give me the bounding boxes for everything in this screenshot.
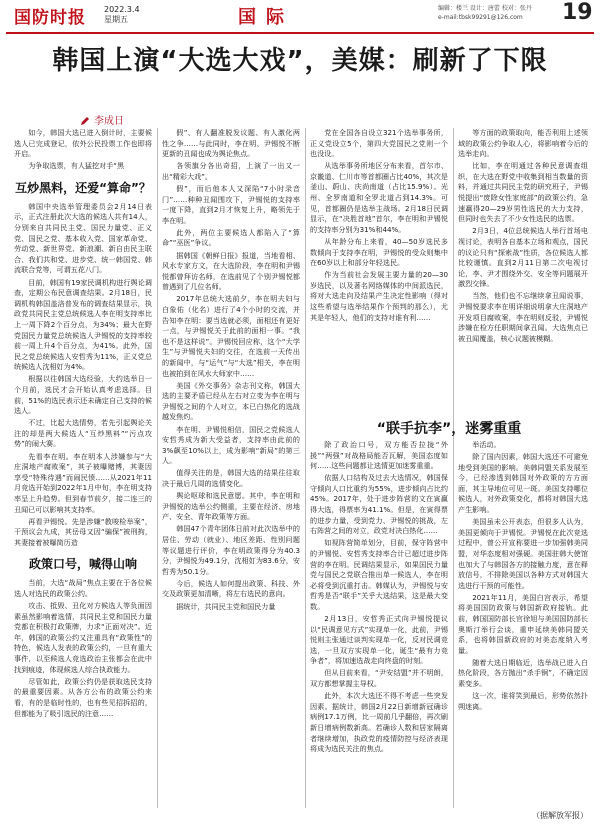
masthead	[0, 0, 600, 36]
column-divider	[453, 128, 454, 808]
subheading-3: 政策口号，喊得山响	[28, 557, 137, 572]
editor-credits: 编辑：楼兰 设计：唐蕾 校对：张丹 e-mail:tbsk99291@126.com	[438, 5, 532, 21]
column-4-bottom: 举活动。 除了国内因素，韩国大选还不可避免地受到美国的影响。美韩同盟关系发展至今，已经渗透到韩国对外政策的方方面面，其主导地位可见一斑。美国支持哪位候选人，对外政策变化，都将对韩国大选产生影响。 美国虽未公开表态，但很多人认为，美国更倾向于尹锡悦。尹锡悦在此次竞选过程中，曾公开宣称要进一步加强韩美同盟，对华态度相对强硬。美国驻韩大使馆也加大了与韩国各方的接触力度，意在释放信号，不排除美国以各种方式对韩国大选进行干预的可能性。 2021年11月，美国白宫表示，希望将美国国防政策与韩国新政府接轨。此前，韩国国防部长官徐旭与美国国防部长奥斯汀举行会谈，重申延续美韩同盟关系，也将韩国新政府的对美态度纳入考量。 随着大选日期临近，选举战已进入白热化阶段，各方抛出“杀手锏”，不确定因素变多。 这一次，谁将笑到最后，形势依然扑朔迷离。	[458, 440, 588, 711]
article-headline: 韩国上演“大选大戏”，美媒：刷新了下限	[52, 46, 548, 76]
source-credit: （据解放军报）	[532, 811, 588, 820]
column-3-bottom: 除了政治口号，双方能否拉拢“外援”“两强”对战格局能否瓦解，美国态度如何……这些问题都让选情更加迷雾重重。 依据人口结构及过去大选情况，韩国保守倾向人口比重约为55%，进步倾向占比约45%。2017年，处于进步阵营的文在寅赢得大选，得票率为41.1%。但是，在寅得票的进步力量，受到党力、尹锡悦的挑战，左右阵营之间的对立，政党对决白热化…… 如视阵营简单划分，目前，保守阵营中的尹锡悦、安哲秀支持率合计已超过进步阵营的李在明。民调结果显示，如果国民力量党与国民之党联合推出单一候选人，李在明必将受到沉重打击。韩媒认为，尹锡悦与安哲秀是否“联手”关乎大选结果，这是最大变数。 2月13日，安哲秀正式向尹锡悦提议以“民调意见方式”实现单一化，此前，尹锡悦则主张通过谈判实现单一化，反对民调竞选，一旦双方实现单一化，诞生“最有力竞争者”，将加速选战走向终盘的时刻。 但从目前来看，“尹安结盟”并不明朗，双方都想掌握主导权。 此外，本次大选还不得不考虑一些突发因素。据统计，韩国2月22日新增新冠确诊病例17.1万例，比一周前几乎翻倍，再次刷新日增病例数新高。若确诊人数和居家隔离者继续增加，执政党的疫情防控与经济表现将成为选民关注的焦点。	[310, 440, 448, 754]
column-3-top: 党在全国各自设立321个选举事务所，正义党设立5个，第四大党国民之党则一个也没设。 从选举事务所地区分布来看，首尔市、京畿道、仁川市等首都圈占比40%，其次是釜山、蔚山、庆尚南道（占比15.9%）。光州、全罗南道和全罗北道占到14.3%。可见，首都圈仍是选举主战场。2月18日民调显示，在“决胜首地”首尔，李在明和尹锡悦的支持率分别为31%和44%。 从年龄分布上来看，40—50岁选民多数倾向于支持李在明，尹锡悦的受众则集中在60岁以上和部分年轻选民。 作为当前社会发展主要力量的20—30岁选民，以及著名网络媒体的中间派选民，将对大选走向及结果产生决定性影响（得对这些希望与选举结果作个预判的那么），尤其是年轻人，他们的支持对谁有利……	[310, 128, 448, 322]
author-name: 李成日	[94, 116, 124, 127]
subheading-2: “联手抗李”，迷雾重重	[376, 421, 522, 437]
byline	[80, 112, 124, 127]
column-divider	[305, 128, 306, 808]
column-2: 假”、有人翻准脱发议题、有人激化两性之争……与此同时，李在明、尹锡悦不断更新的丑闻也成为舆论焦点。 各领旗分各出奇招，上演了一出又一出“精彩大戏”。 假”，而后他本人又深陷“7小时录音门”……种种丑闻围攻下，尹锡悦的支持率一度下降，直到2月才恢复上升，略领先于李在明。 此外，两位主要候选人都陷入了“算命”“巫医”争议。 据韩国《朝鲜日报》报道，当地看相、风水专家方文，在大选阶段，李在明和尹锡悦都曾拜访名师，在选前见了个别尹锡悦都曾遇到了几位名师。 2017年总统大选前夕，李在明夫妇与白象佑（化名）进行了4个小时的交流，并告知李在明：要当选就必须，面相还有更好一点，与尹锡悦关于此前的面相一事。“我也不是这样说”。尹锡悦回应称，这个“大学生”与尹锡悦夫妇的交往，在选前一天传出的新闻中，与“运气”与“大选”相关，李在明也被拍到在风水大师家中…… 美国《外交事务》杂志刊文称，韩国大选的主要矛盾已经从左右对立变为李在明与尹锡悦之间的个人对立，本已白热化的选战越发焦灼。 李在明、尹锡悦相信，国民之党候选人安哲秀成为新大受益者，支持率由此前的3%飙至10%以上，成为影响“新局”的第三人。 值得关注的是，韩国大选的结果往往取决于最后几周的选情变化。 舆论呕球和选民意愿。其中，李在明和尹锡悦的选举公约侧重，主要在经济、房地产、安全、青年政策等方面。 韩国47个青年团体日前对此次选举中的居住、劳动（就业）、地区差距、性别问题等议题进行评价，李在明政策得分为40.3分，尹锡悦为49.1分，沈相奵为83.6分，安哲秀为50.1分。 今后，候选人如何提出政策、科技、外交及政策更加清晰，将左右选民的意向。 据统计，共同民主党和国民力量	[162, 128, 300, 611]
page-number: 19	[562, 0, 593, 25]
column-divider	[157, 128, 158, 808]
header-rule	[6, 32, 594, 34]
pen-icon	[80, 116, 90, 126]
issue-date: 2022.3.4 星期五	[104, 5, 140, 24]
column-1: 如今，韩国大选已进入倒计时，主要候选人已完成登记，依外公民投票工作也即将开启。 为争取选票，有人猛挖对手“黑 互炒黑料，还爱“算命”？ 韩国中央选举管理委员会2月14日表示，正式注册此次大选的候选人共有14人，分别来自共同民主党、国民力量党、正义党、国民之党、基本收入党、国家革命党、劳动党、新世界党、新浪潮、新自由民主联合、我们共和党、进步党、统一韩国党、韩流联合党等，可谓五花八门。 目前，韩国有19家民调机构进行舆论调查，定期公布民意调查结果。2月18日，民调机构韩国盖洛普发布的调查结果显示，执政党共同民主党总统候选人李在明支持率比上一周下降2个百分点，为34%；最大在野党国民力量党总统候选人尹锡悦的支持率较前一周上升4个百分点，为41%。此外，国民之党总统候选人安哲秀为11%，正义党总统候选人沈相奵为4%。 根据以往韩国大选经验，大约选举日一个月前，选民才会开始认真考虑选择。目前，51%的选民表示还未确定自己支持的候选人。 不过，比起大选情势，若先引起舆论关注的却是两大候选人“互炒黑料”“污点攻势”的闹大赛。 先看李在明。李在明本人涉嫌参与“大庄洞地产腐败案”，其子被曝赌博，其妻因享受“特殊待遇”而闹民愤……从2021年11月竞选开始到2022年1月中旬，李在明支持率呈上升趋势。但到春节前夕，接二连三的丑闻已可以影响其支持率。 再看尹锡悦。先是涉嫌“教唆检举案”，干预议会九成，其岳母又因“骗保”被刑拘，其妻接着被曝简历造 政策口号，喊得山响 当前，大选“战局”焦点主要在于各位候选人对选民的政策公约。 攻击、抵毁、丑化对方候选人等负面因素虽然影响着选情，共同民主党和国民力量党都在积极打政策牌，力求“正面对决”。近年，韩国的政策公约又注重具有“政策性”的特色，候选人发表的政策公约，一旦有重大事件，以至候选人竞选政治主张都会在此中找到痕迹，体现候选人综合执政能力。 尽管如此，政策公约仍是获取选民支持的最重要因素。从各方公布的政策公约来看，有的是临时性的，也有些见招拆招的，但都能为了吸引选民的注意……	[14, 128, 152, 718]
section-title: 国际	[238, 7, 294, 28]
newspaper-logo: 国防时报	[14, 8, 86, 28]
subheading-1: 互炒黑料，还爱“算命”？	[15, 180, 151, 195]
column-4-top: 等方面的政策取向，能否利用上述领域的政策公约争取人心，将影响着今后的选举走向。 比如，李在明通过各种民意调查组织，在大选在野党中收集到相当数量的资料，并通过共同民主党的研究班子，尹锡悦提出“废除女性家庭部”的政策公约，急速赢得20—29岁男性选民的大力支持，但同时也失去了不少女性选民的选票。 2月3日，4位总统候选人举行首场电视讨论，表明各自基本立场和观点，国民的议论只有“探索战”性质，各位候选人都比较谨慎。直到2月11日第二次电视讨论，李、尹才围绕外交、安全等问题展开激烈交锋。 当然，他们也不忘继续拿丑闻说事，尹锡悦要求李在明详细说明拿大庄洞地产开发项目腐败案，李在明则反驳，尹锡悦涉嫌在检方任职期间拿丑闻。大选焦点已被丑闻覆盖，核心议题被模糊。	[458, 128, 588, 343]
